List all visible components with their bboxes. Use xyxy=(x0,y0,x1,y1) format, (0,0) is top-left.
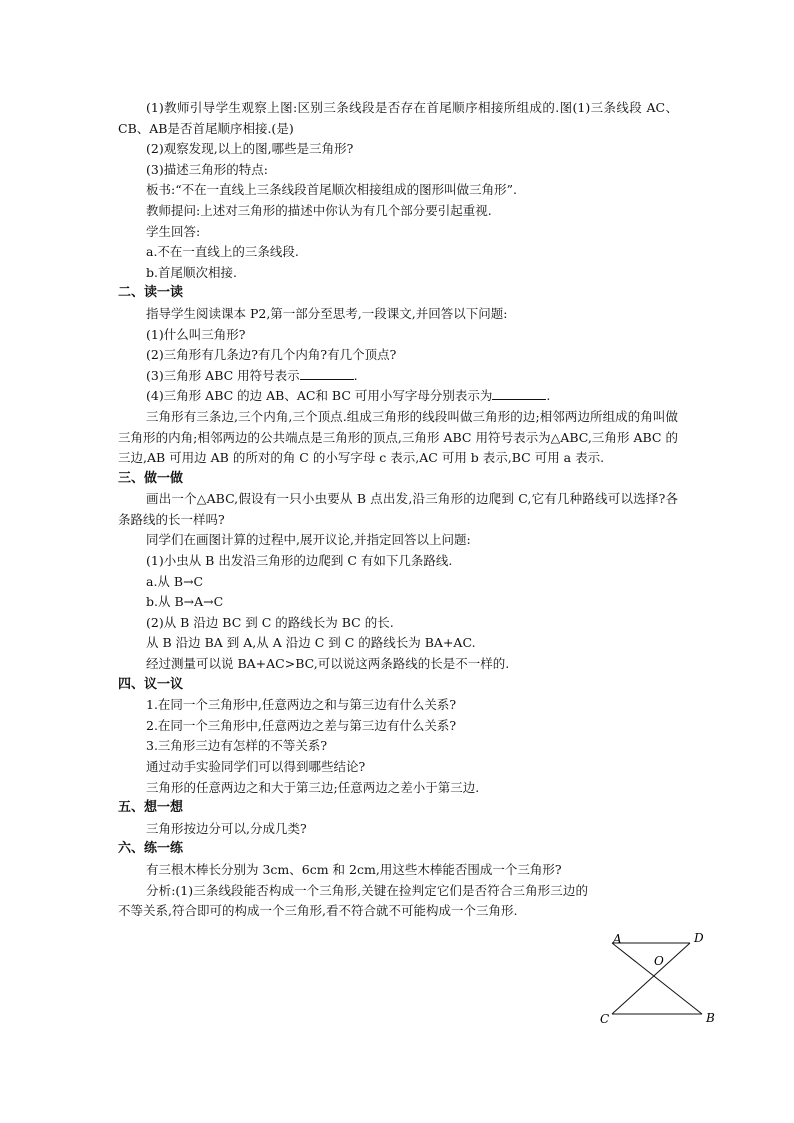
paragraph: (1)什么叫三角形? xyxy=(146,326,246,342)
paragraph: b.首尾顺次相接. xyxy=(146,264,237,280)
section-heading: 六、练一练 xyxy=(118,841,184,857)
paragraph: (2)观察发现,以上的图,哪些是三角形? xyxy=(146,141,354,157)
label-a: A xyxy=(613,932,622,946)
segment-dc xyxy=(612,943,690,1014)
paragraph: 三角形按边分可以,分成几类? xyxy=(146,820,307,836)
paragraph: 经过测量可以说 BA+AC>BC,可以说这两条路线的长是不一样的. xyxy=(146,656,510,672)
paragraph: (2)从 B 沿边 BC 到 C 的路线长为 BC 的长. xyxy=(146,614,394,630)
paragraph: 三角形有三条边,三个内角,三个顶点.组成三角形的线段叫做三角形的边;相邻两边所组成的角叫做三角形的内角;相邻两边的公共端点是三角形的顶点,三角形 ABC 用符号表示为△ABC,三角形 ABC 的三边,AB 可用边 AB 的所对的角 C 的小写字母 c 表示,AC 可用 b 表示,BC 可用 a 表示. xyxy=(118,408,678,466)
paragraph: 画出一个△ABC,假设有一只小虫要从 B 点出发,沿三角形的边爬到 C,它有几种路线可以选择?各条路线的长一样吗? xyxy=(118,491,678,527)
section-heading: 三、做一做 xyxy=(118,470,184,486)
paragraph: 三角形的任意两边之和大于第三边;任意两边之差小于第三边. xyxy=(146,779,480,795)
question-text: (3)三角形 ABC 用符号表示 xyxy=(146,367,300,383)
section-heading: 二、读一读 xyxy=(118,285,184,301)
paragraph: b.从 B→A→C xyxy=(146,594,224,610)
paragraph-with-blank xyxy=(118,366,678,387)
section-heading: 四、议一议 xyxy=(118,676,184,692)
paragraph: 指导学生阅读课本 P2,第一部分至思考,一段课文,并回答以下问题: xyxy=(146,305,508,321)
label-b: B xyxy=(706,1011,715,1025)
crossed-triangles-figure xyxy=(596,926,726,1026)
paragraph: 同学们在画图计算的过程中,展开议论,并指定回答以上问题: xyxy=(146,532,471,548)
paragraph: 通过动手实验同学们可以得到哪些结论? xyxy=(146,759,366,774)
paragraph: 教师提问:上述对三角形的描述中你认为有几个部分要引起重视. xyxy=(146,202,492,218)
paragraph: 学生回答: xyxy=(146,223,201,239)
label-o: O xyxy=(654,954,664,968)
paragraph: 1.在同一个三角形中,任意两边之和与第三边有什么关系? xyxy=(146,697,457,713)
paragraph: a.不在一直线上的三条线段. xyxy=(146,244,299,260)
paragraph: 2.在同一个三角形中,任意两边之差与第三边有什么关系? xyxy=(146,717,457,733)
paragraph: (1)教师引导学生观察上图:区别三条线段是否存在首尾顺序相接所组成的.图(1)三条线段 AC、CB、AB是否首尾顺序相接.(是) xyxy=(118,100,678,136)
answer-blank xyxy=(492,387,546,400)
paragraph: a.从 B→C xyxy=(146,573,204,589)
section-heading: 五、想一想 xyxy=(118,800,184,816)
question-text: (4)三角形 ABC 的边 AB、AC和 BC 可用小写字母分别表示为 xyxy=(146,388,493,404)
paragraph: 分析:(1)三条线段能否构成一个三角形,关键在捡判定它们是否符合三角形三边的不等关系,符合即可的构成一个三角形,看不符合就不可能构成一个三角形. xyxy=(118,882,588,919)
paragraph: 有三根木棒长分别为 3cm、6cm 和 2cm,用这些木棒能否围成一个三角形? xyxy=(146,861,562,877)
label-c: C xyxy=(600,1012,610,1026)
paragraph: (3)描述三角形的特点: xyxy=(146,161,268,177)
label-d: D xyxy=(694,931,704,945)
paragraph: 板书:“不在一直线上三条线段首尾顺次相接组成的图形叫做三角形”. xyxy=(146,182,517,198)
lesson-content xyxy=(118,98,678,922)
paragraph: 3.三角形三边有怎样的不等关系? xyxy=(146,738,328,754)
paragraph-with-blank xyxy=(118,386,678,407)
period: . xyxy=(353,367,358,383)
answer-blank xyxy=(300,367,354,380)
paragraph: (1)小虫从 B 出发沿三角形的边爬到 C 有如下几条路线. xyxy=(146,553,453,569)
paragraph: 从 B 沿边 BA 到 A,从 A 沿边 C 到 C 的路线长为 BA+AC. xyxy=(146,635,476,651)
period: . xyxy=(546,388,551,404)
paragraph: (2)三角形有几条边?有几个内角?有几个顶点? xyxy=(146,347,397,363)
